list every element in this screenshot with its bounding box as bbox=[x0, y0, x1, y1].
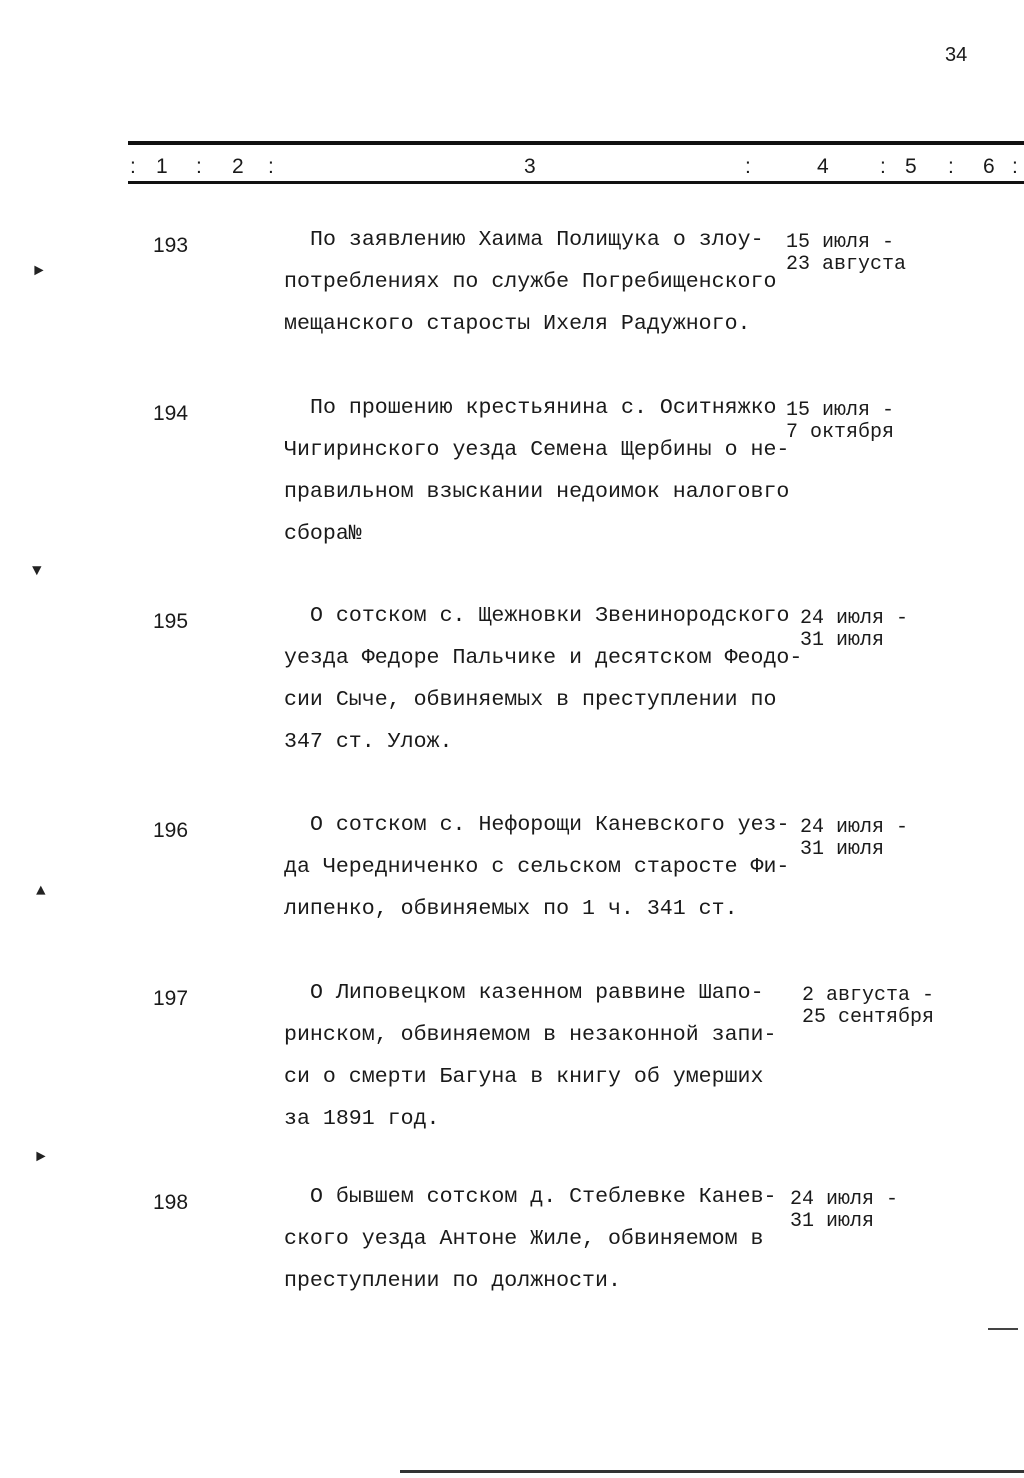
column-separator: : bbox=[1012, 155, 1018, 178]
entry-number: 197 bbox=[153, 987, 189, 1010]
column-header-2: 2 bbox=[232, 155, 244, 178]
entry-text-line: да Чередниченко с сельском старосте Фи- bbox=[284, 855, 790, 879]
margin-arrow-icon: ▲ bbox=[36, 882, 46, 900]
entry-text-line: 347 ст. Улож. bbox=[284, 730, 453, 754]
entry-date: 24 июля - bbox=[790, 1188, 899, 1211]
page-number: 34 bbox=[945, 44, 968, 66]
entry-text-line: липенко, обвиняемых по 1 ч. 341 ст. bbox=[284, 897, 738, 921]
margin-dash bbox=[988, 1328, 1018, 1330]
entry-text-line: уезда Федоре Пальчике и десятском Феодо- bbox=[284, 646, 803, 670]
entry-number: 193 bbox=[153, 234, 189, 257]
entry-date: 31 июля bbox=[800, 629, 885, 652]
column-header-4: 4 bbox=[817, 155, 829, 178]
entry-text-line: ского уезда Антоне Жиле, обвиняемом в bbox=[284, 1227, 764, 1251]
entry-text-line: По прошению крестьянина с. Оситняжко bbox=[310, 396, 777, 420]
entry-date: 15 июля - bbox=[786, 231, 895, 254]
entry-text-line: сии Сыче, обвиняемых в преступлении по bbox=[284, 688, 777, 712]
header-top-rule bbox=[128, 141, 1024, 145]
margin-arrow-icon: ▼ bbox=[32, 562, 42, 580]
entry-text-line: мещанского старосты Ихеля Радужного. bbox=[284, 312, 751, 336]
column-separator: : bbox=[745, 155, 751, 178]
entry-text-line: По заявлению Хаима Полищука о злоу- bbox=[310, 228, 764, 252]
column-separator: : bbox=[196, 155, 202, 178]
entry-date: 2 августа - bbox=[802, 984, 935, 1007]
entry-text-line: Чигиринского уезда Семена Щербины о не- bbox=[284, 438, 790, 462]
entry-text-line: О Липовецком казенном раввине Шапо- bbox=[310, 981, 764, 1005]
column-header-6: 6 bbox=[983, 155, 995, 178]
column-header-3: 3 bbox=[524, 155, 536, 178]
column-separator: : bbox=[948, 155, 954, 178]
entry-date: 7 октября bbox=[786, 421, 895, 444]
entry-text-line: сбора№ bbox=[284, 522, 362, 546]
entry-number: 196 bbox=[153, 819, 189, 842]
entry-text-line: правильном взыскании недоимок налоговго bbox=[284, 480, 790, 504]
entry-text-line: потреблениях по службе Погребищенского bbox=[284, 270, 777, 294]
entry-text-line: преступлении по должности. bbox=[284, 1269, 621, 1293]
entry-date: 24 июля - bbox=[800, 607, 909, 630]
column-separator: : bbox=[130, 155, 136, 178]
entry-date: 24 июля - bbox=[800, 816, 909, 839]
column-separator: : bbox=[880, 155, 886, 178]
margin-arrow-icon: ► bbox=[34, 262, 44, 280]
entry-date: 31 июля bbox=[790, 1210, 875, 1233]
margin-arrow-icon: ► bbox=[36, 1148, 46, 1166]
entry-date: 25 сентября bbox=[802, 1006, 935, 1029]
entry-text-line: си о смерти Багуна в книгу об умерших bbox=[284, 1065, 764, 1089]
entry-date: 31 июля bbox=[800, 838, 885, 861]
entry-text-line: О сотском с. Нефорощи Каневского уез- bbox=[310, 813, 790, 837]
column-header-1: 1 bbox=[156, 155, 168, 178]
entry-number: 194 bbox=[153, 402, 189, 425]
column-separator: : bbox=[268, 155, 274, 178]
entry-date: 23 августа bbox=[786, 253, 907, 276]
entry-text-line: О сотском с. Щежновки Звенинородского bbox=[310, 604, 790, 628]
entry-number: 198 bbox=[153, 1191, 189, 1214]
entry-text-line: О бывшем сотском д. Стеблевке Канев- bbox=[310, 1185, 777, 1209]
bottom-edge-line bbox=[400, 1470, 1024, 1473]
entry-text-line: за 1891 год. bbox=[284, 1107, 440, 1131]
entry-text-line: ринском, обвиняемом в незаконной запи- bbox=[284, 1023, 777, 1047]
column-header-5: 5 bbox=[905, 155, 917, 178]
entry-number: 195 bbox=[153, 610, 189, 633]
entry-date: 15 июля - bbox=[786, 399, 895, 422]
header-bottom-rule bbox=[128, 181, 1024, 184]
